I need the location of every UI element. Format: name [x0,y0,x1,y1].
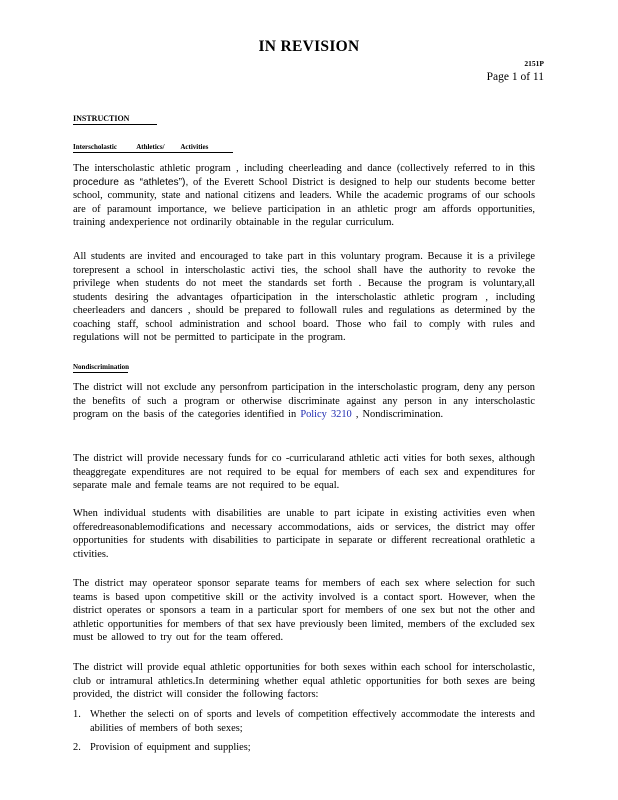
list-text: Whether the selecti on of sports and levels of competition effectively accommodate the interests and abilities of members of both sexes; [90,709,535,734]
policy-subheading [73,143,233,153]
nondiscrimination-paragraph-1 [73,381,535,422]
list-item [73,741,535,755]
nondiscrimination-tail: , Nondiscrimination. [351,409,444,420]
page-number: Page 1 of 11 [486,71,544,83]
section-heading: INSTRUCTION [73,114,157,125]
nondiscrimination-text: The district will not exclude any personfrom participation in the interscholastic program, deny any person the benefits of such a program or otherwise discriminate against any person in any interscholastic program on the basis of the categories identified in [73,382,535,420]
revision-title: IN REVISION [258,38,360,55]
list-item [73,708,535,735]
separate-teams-paragraph: The district may operateor sponsor separate teams for members of each sex where selection for such teams is based upon competitive skill or the activity involved is a contact sport. However, when the district operates or sponsors a team in a particular sport for members of one sex but not the other and athletic opportunities for members of that sex have previously been limited, members of the excluded sex must be allowed to try out for the team offered. [73,578,535,643]
list-number: 2. [73,742,81,753]
intro-text-rest: of the Everett School District is designed to help our students become better school, community, state and national citizens and leaders. While the academic programs of our schools are of paramount importance, we believe participation in an athletic progr am affords opportunities, training andexperience not ordinarily obtainable in the regular curriculum. [73,176,536,228]
disabilities-paragraph: When individual students with disabilities are unable to part icipate in existing activities even when offeredreasonablemodifications and necessary accommodations, aids or services, the district may offer opportunities for students with disabilities to participate in separate or different recreational orathletic a ctivities. [73,508,535,560]
funding-paragraph: The district will provide necessary funds for co -curricularand athletic acti vities for both sexes, although theaggregate expenditures are not required to be equal for members of each sex and expenditures for separate male and female teams are not required to be equal. [73,453,535,491]
equal-opportunity-paragraph: The district will provide equal athletic opportunities for both sexes within each school for interscholastic, club or intramural athletics.In determining whether equal athletic opportunities for both sexes are being provided, the district will consider the following factors: [73,662,535,700]
intro-text-start: The interscholastic athletic program , including cheerleading and dance (collectively referred to [73,163,501,174]
factors-list [73,708,535,761]
policy-3210-link[interactable]: Policy 3210 [300,409,352,420]
nondiscrimination-heading: Nondiscrimination [73,363,130,371]
policy-number: 2151P [524,59,544,68]
intro-bold-phrase: in this procedure as “athletes”), [73,163,535,188]
subheading-part: Interscholastic [73,143,117,151]
intro-paragraph-2: All students are invited and encouraged to take part in this voluntary program. Because it is a privilege torepresent a school in interscholastic activi ties, the school shall have the authority to revoke the privilege when students do not meet the standards set forth . Because the program is voluntary,all students desiring the advantages ofparticipation in the interscholastic athletic program , including cheerleaders and dancers , should be prepared to followall rules and regulations as determined by the coaching staff, school administration and school board. Those who fail to comply with rules and regulations will not be permitted to participate in the program. [73,251,535,343]
subheading-part: Athletics/ [136,143,165,151]
list-number: 1. [73,709,81,720]
list-text: Provision of equipment and supplies; [90,742,251,753]
subheading-part: Activities [180,143,209,151]
intro-paragraph-1 [73,162,535,230]
